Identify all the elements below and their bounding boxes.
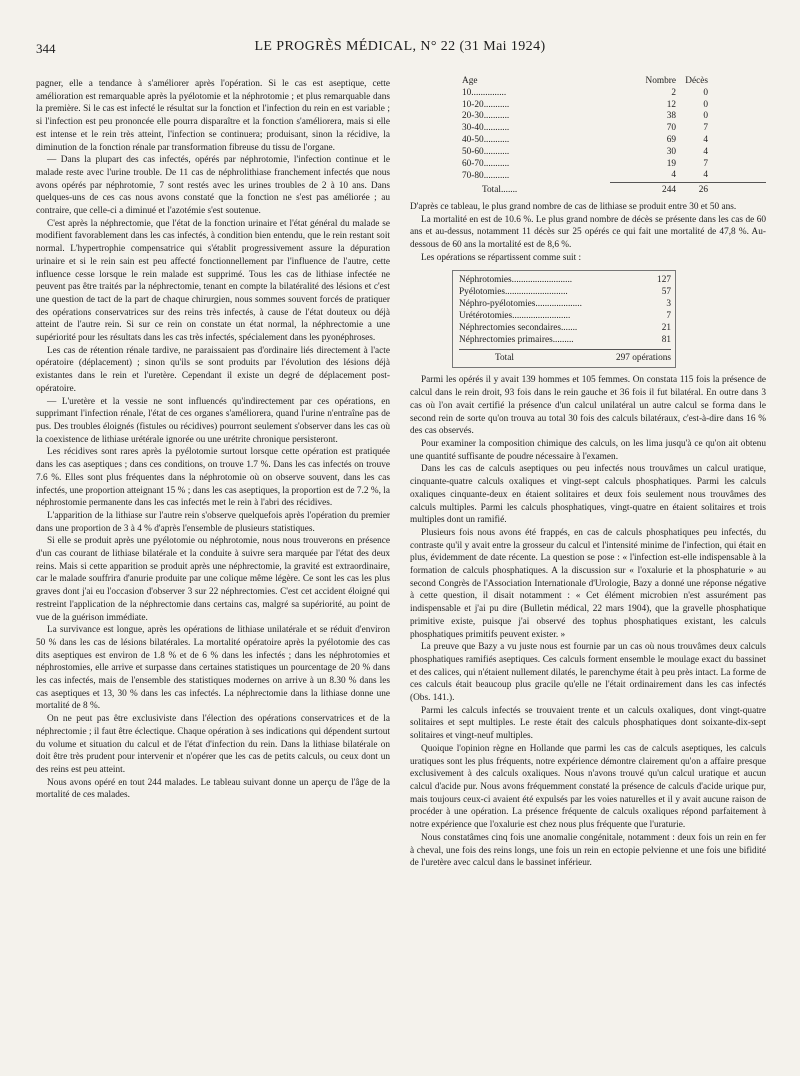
paragraph: Les récidives sont rares après la pyélotomie surtout lorsque cette opération est pratiquée dans les cas aseptiques ; dans ces conditions, on trouve 1.7 %. Dans les cas infectés on trouve 7.6 %. Elles sont plus fréquentes dans la néphrotomie où on observe souvent, dans les cas infectés, une proportion atteignant 15 % ; dans les cas aseptiques, la proportion est de 7.2 %, la néphrostomie permanente dans les cas infectés met le rein à l'abri des récidives. xyxy=(36,447,390,509)
paragraph: Parmi les calculs infectés se trouvaient trente et un calculs oxaliques, dont vingt-quatre solitaires et sept multiples. Le reste était des calculs phosphatiques dont soixante-dix-sept solitaires et vingt-neuf multiples. xyxy=(410,705,766,742)
paragraph: Quoique l'opinion règne en Hollande que parmi les cas de calculs aseptiques, les calculs uratiques sont les plus fréquents, notre expérience démontre clairement qu'on a affaire presque exclusivement à des calculs oxaliques. Nous n'avons trouvé qu'un calcul uratique et aucun calcul d'acide pur. Nous avons fréquemment constaté la présence de calculs d'acide urique pur, mais toujours ceux-ci avaient été expulsés par les voies naturelles et il y avait aucune raison de procéder à une opération. La présence fréquente de calculs oxaliques répond parfaitement à notre expérience que l'oxalurie est chez nous plus fréquente que l'uraturie. xyxy=(410,743,766,831)
operations-total-row xyxy=(459,349,671,364)
table-cell: 4 xyxy=(703,146,708,157)
table-cell: 0 xyxy=(703,87,708,98)
table-cell: 70 xyxy=(666,123,676,134)
page-number: 344 xyxy=(36,41,56,56)
table-cell: 4 xyxy=(671,170,676,181)
operation-label: Néphrectomies secondaires....... xyxy=(459,323,578,334)
table-cell: 10............... xyxy=(462,87,507,98)
table-row xyxy=(410,100,766,112)
table-row xyxy=(410,135,766,147)
table-row xyxy=(459,322,671,334)
total-deaths: 26 xyxy=(684,183,766,197)
paragraph: L'apparition de la lithiase sur l'autre rein s'observe quelquefois après l'opération du premier dans une proportion de 3 à 4 % d'après l'ensemble de plusieurs statistiques. xyxy=(36,510,390,534)
table-row xyxy=(459,286,671,298)
paragraph: Les opérations se répartissent comme suit : xyxy=(421,252,582,263)
table-row xyxy=(459,334,671,346)
paragraph: pagner, elle a tendance à s'améliorer après l'opération. Si le cas est aseptique, cette amélioration est remarquable après la pyélotomie et la néphrotomie ; et plus remarquable dans la première. Si le cas est infecté le résultat sur la fonction et l'infection du rein en est variable ; si l'infection est peu prononcée elle pourra disparaître et la fonction s'améliorera, mais si elle est intense et le rein très atteint, l'infection se continuera; produisant, sinon la récidive, la diminution de la fonction rénale par transformation fibreuse du tissu de l'organe. xyxy=(36,79,390,153)
paragraph: Nous avons opéré en tout 244 malades. Le tableau suivant donne un aperçu de l'âge de la mortalité de ces malades. xyxy=(36,777,390,801)
paragraph: D'après ce tableau, le plus grand nombre de cas de lithiase se produit entre 30 et 50 ans. xyxy=(410,201,737,212)
paragraph: Parmi les opérés il y avait 139 hommes et 105 femmes. On constata 115 fois la présence de calcul dans le rein droit, 93 fois dans le rein gauche et 36 fois il fut bilatéral. En outre dans 3 cas où l'on avait certifié la présence d'un calcul unilatéral un autre calcul se forma dans le second rein de sorte qu'on trouva au total 30 fois des calculs bilatéraux, c'est-à-dire dans 16 % des cas observés. xyxy=(410,375,766,437)
operation-count: 81 xyxy=(661,335,671,346)
table-cell: 70-80........... xyxy=(462,170,510,181)
table-row xyxy=(410,159,766,171)
table-cell: 30-40........... xyxy=(462,123,510,134)
column-header: Nombre xyxy=(645,76,676,86)
column-header: Décès xyxy=(685,76,708,86)
table-cell: 20-30........... xyxy=(462,111,510,122)
table-row xyxy=(459,298,671,310)
table-cell: 60-70........... xyxy=(462,158,510,169)
operation-label: Néphrectomies primaires......... xyxy=(459,335,574,346)
operation-count: 7 xyxy=(666,311,671,322)
table-cell: 50-60........... xyxy=(462,146,510,157)
table-cell: 0 xyxy=(703,111,708,122)
total-label: Total....... xyxy=(482,184,518,195)
table-cell: 38 xyxy=(666,111,676,122)
table-cell: 40-50........... xyxy=(462,134,510,145)
paragraph: La mortalité en est de 10.6 %. Le plus grand nombre de décès se présente dans les cas de 60 ans et au-dessus, notamment 11 décès sur 25 opérés ce qui fait une mortalité de 47,8 %. Au-dessous de 60 ans la mortalité est de 8,6 %. xyxy=(410,214,766,251)
operation-count: 21 xyxy=(661,323,671,334)
table-cell: 7 xyxy=(703,158,708,169)
paragraph: Les cas de rétention rénale tardive, ne paraissaient pas d'ordinaire liés directement à l'acte opératoire (déplacement) ; sinon qu'ils se sont produits par l'évolution des lésions déjà existantes dans le rein et l'uretère. Cependant il existe un degré de déplacement post-opératoire. xyxy=(36,345,390,394)
table-row xyxy=(459,310,671,322)
table-cell: 4 xyxy=(703,170,708,181)
paragraph: On ne peut pas être exclusiviste dans l'élection des opérations conservatrices et de la néphrectomie ; il faut être éclectique. Chaque opération à ses indications qui dépendent surtout du volume et situation du calcul et de l'état d'infection du rein. Dans la lithiase bilatérale on doit être très prudent pour intervenir et n'opérer que les cas de petits calculs, ou ceux dont un des reins est peu atteint. xyxy=(36,714,390,775)
operation-count: 127 xyxy=(657,275,671,286)
paragraph: La preuve que Bazy a vu juste nous est fournie par un cas où nous trouvâmes deux calculs phosphatiques ramifiés aseptiques. Ces calculs forment ensemble le moulage exact du bassinet et des calices, qui n'étaient nullement dilatés, le parenchyme était à peu près intact. La forme de ces calculs était beaucoup plus gracile qu'elle ne l'était ordinairement dans les cas infectés (Obs. 141.). xyxy=(410,642,766,704)
table-cell: 10-20........... xyxy=(462,99,510,110)
total-value: 297 opérations xyxy=(616,353,671,364)
paragraph: C'est après la néphrectomie, que l'état de la fonction urinaire et l'état général du malade se modifient favorablement dans les cas infectés, à condition bien entendu, que le rein restant soit normal. L'hypertrophie compensatrice qui s'établit progressivement assure la dépuration urinaire et si le rein sain est peu affecté fonctionnellement par l'influence de l'autre, cette influence cesse lorsque le rein malade est supprimé. Tous les cas de lithiase infectée ne peuvent pas être traités par la néphrectomie, tenant en compte la bilatéralité des lésions et c'est une question de tact de la part de chaque chirurgien, nous sommes souvent forcés de pratiquer des opérations conservatrices sur des reins très infectés, à cause de l'état douteux ou déjà atteint de l'autre rein. Si sur ce rein on constate un état normal, la néphrectomie a une supériorité pour les résultats dans les cas très infectés, spécialement dans les pyonéphroses. xyxy=(36,218,390,344)
running-title: LE PROGRÈS MÉDICAL, N° 22 (31 Mai 1924) xyxy=(254,39,546,54)
table-cell: 19 xyxy=(666,158,676,169)
right-column xyxy=(410,76,766,870)
operation-label: Pyélotomies........................... xyxy=(459,287,568,298)
paragraph: Plusieurs fois nous avons été frappés, en cas de calculs phosphatiques peu infectés, du contraste qu'il y avait entre la grosseur du calcul et l'intensité minime de l'infection, qui était en plus, évidemment de date récente. La question se pose : « l'infection est-elle indispensable à la formation de calculs phosphatiques. A la discussion sur « l'oxalurie et la phosphaturie » au second Congrès de l'Association Internationale d'Urologie, Bazy a donné une réponse négative à cette question, il disait notamment : « Cet élément microbien n'est assurément pas indispensable et j'ai pu dire (Bulletin médical, 22 mars 1904), que la gravelle phosphatique primitive existe, puisque j'ai observé des tophus phosphatiques existant, les calculs phosphatiques primitifs peuvent exister. » xyxy=(410,527,766,640)
paragraph: La survivance est longue, après les opérations de lithiase unilatérale et se réduit d'environ 50 % dans les cas de lésions bilatérales. La mortalité opératoire après la pyélotomie des cas dits aseptiques est environ de 1.8 % et de 6 % dans les infectés ; dans les néphrotomies et néphrostomies, elle arrive et surpasse dans certaines statistiques un pourcentage de 20 % dans les cas infectés, mais de l'ensemble des statistiques modernes on arrive à un 8.30 % dans les cas aseptiques et 13, 30 % dans les cas infectés. La néphrectomie dans la lithiase donne une mortalité de 8 %. xyxy=(36,625,390,712)
table-total-row xyxy=(410,183,766,197)
table-cell: 2 xyxy=(671,87,676,98)
total-label: Total xyxy=(495,353,514,364)
table-cell: 12 xyxy=(666,99,676,110)
table-header-row xyxy=(410,76,766,88)
table-cell: 7 xyxy=(703,123,708,134)
operations-table xyxy=(452,270,676,368)
table-row xyxy=(410,147,766,159)
operation-count: 3 xyxy=(666,299,671,310)
page-header xyxy=(0,0,800,62)
paragraph: — L'uretère et la vessie ne sont influencés qu'indirectement par ces opérations, en supprimant l'infection rénale, l'état de ces organes s'améliorera, quand l'urine n'entraîne pas de pus. Des troubles éloignés (fistules ou récidives) pourront seulement s'observer dans les cas où la coexistence de lithiase urétérale ignorée ou une urétrite chronique persisteront. xyxy=(36,396,390,445)
table-cell: 69 xyxy=(666,134,676,145)
paragraph: Pour examiner la composition chimique des calculs, on les lima jusqu'à ce qu'on ait obtenu une quantité suffisante de poudre nécessaire à l'examen. xyxy=(410,439,766,462)
table-row xyxy=(459,274,671,286)
age-mortality-table xyxy=(410,76,766,197)
table-row xyxy=(410,170,766,182)
table-cell: 30 xyxy=(666,146,676,157)
paragraph: — Dans la plupart des cas infectés, opérés par néphrotomie, l'infection continue et le malade reste avec l'urine trouble. De 11 cas de néphrolithiase franchement infectés que nous avons opérés par néphrotomie, 7 sont restés avec les urines troubles de 2 à 10 ans. Dans quelques-uns de ces cas nous avons constaté que la fonction ne s'est pas améliorée ; au contraire, que celle-ci a diminué et l'azotémie s'est soutenue. xyxy=(36,155,390,217)
paragraph: Nous constatâmes cinq fois une anomalie congénitale, notamment : deux fois un rein en fer à cheval, une fois des reins longs, une fois un rein en ectopie pelvienne et une fois une bifidité de l'uretère avec calcul dans le bassinet inférieur. xyxy=(410,832,766,869)
table-cell: 4 xyxy=(703,134,708,145)
paragraph: Si elle se produit après une pyélotomie ou néphrotomie, nous nous trouverons en présence d'un cas courant de lithiase bilatérale et la conduite à suivre sera marquée par l'état des deux reins. Mais si cette apparition se produit après une néphrectomie, la gravité est extraordinaire, car le malade souffrira d'anurie produite par une colique même légère. Ce sont les cas les plus graves dont j'ai eu l'occasion d'observer 3 sur 22 néphrectomies. C'est cet accident éloigné qui restreint l'application de la néphrectomie dans certains cas, malgré sa supériorité, au point de vue de la guérison immédiate. xyxy=(36,536,390,623)
table-row xyxy=(410,88,766,100)
operation-label: Néphrotomies.......................... xyxy=(459,275,573,286)
paragraph: Dans les cas de calculs aseptiques ou peu infectés nous trouvâmes un calcul uratique, cinquante-quatre calculs oxaliques et vingt-sept calculs phosphatiques. Parmi les calculs oxaliques cinquante-deux en étaient solitaires et deux fois seulement nous trouvâmes des calculs multiples. Parmi les calculs phosphatiques, vingt-quatre en étaient solitaires et trois multiples dont un ramifié. xyxy=(410,464,766,526)
column-header: Age xyxy=(462,76,478,86)
table-row xyxy=(410,111,766,123)
left-column xyxy=(36,78,390,802)
operation-label: Néphro-pyélotomies.................... xyxy=(459,299,582,310)
operation-count: 57 xyxy=(661,287,671,298)
operation-label: Urétérotomies......................... xyxy=(459,311,571,322)
table-row xyxy=(410,123,766,135)
table-cell: 0 xyxy=(703,99,708,110)
total-count: 244 xyxy=(610,183,684,197)
